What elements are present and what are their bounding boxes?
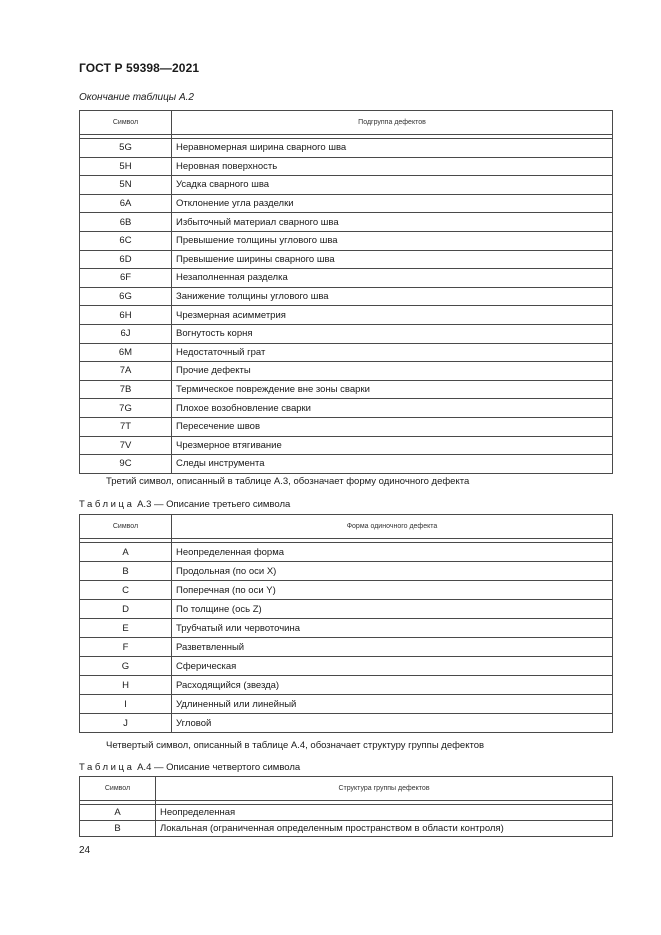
table-row (80, 543, 613, 562)
table-row (80, 714, 613, 733)
cell-description: Недостаточный грат (172, 343, 613, 362)
table-row (80, 250, 613, 269)
cell-symbol: 6A (80, 194, 172, 213)
table-a3-caption-label: Таблица (79, 499, 135, 510)
cell-description: Расходящийся (звезда) (172, 676, 613, 695)
table-row (80, 455, 613, 474)
cell-description: Продольная (по оси X) (172, 562, 613, 581)
table-header-row (80, 515, 613, 539)
cell-symbol: D (80, 600, 172, 619)
table-a4-caption-label: Таблица (79, 762, 135, 773)
table-row (80, 324, 613, 343)
table-row (80, 417, 613, 436)
cell-description: Пересечение швов (172, 417, 613, 436)
cell-symbol: 6J (80, 324, 172, 343)
cell-description: Занижение толщины углового шва (172, 287, 613, 306)
cell-symbol: 6M (80, 343, 172, 362)
cell-symbol: 7G (80, 399, 172, 418)
table-row (80, 269, 613, 288)
paragraph-third-symbol: Третий символ, описанный в таблице А.3, обозначает форму одиночного дефекта (106, 476, 470, 487)
table-row (80, 194, 613, 213)
cell-description: Неровная поверхность (172, 157, 613, 176)
cell-symbol: G (80, 657, 172, 676)
cell-symbol: H (80, 676, 172, 695)
table-row (80, 821, 613, 837)
cell-description: Отклонение угла разделки (172, 194, 613, 213)
table-a2-caption: Окончание таблицы А.2 (79, 92, 194, 103)
table-a4-caption (79, 762, 300, 773)
table-row (80, 380, 613, 399)
table-row (80, 399, 613, 418)
cell-description: Локальная (ограниченная определенным пространством в области контроля) (156, 821, 613, 837)
table-header-row (80, 777, 613, 801)
cell-description: Разветвленный (172, 638, 613, 657)
cell-symbol: B (80, 821, 156, 837)
cell-description: Незаполненная разделка (172, 269, 613, 288)
table-row (80, 157, 613, 176)
document-header: ГОСТ Р 59398—2021 (79, 61, 200, 75)
cell-symbol: 6F (80, 269, 172, 288)
table-a3 (79, 514, 613, 733)
cell-symbol: C (80, 581, 172, 600)
table-row (80, 619, 613, 638)
table-row (80, 581, 613, 600)
table-row (80, 657, 613, 676)
table-row (80, 600, 613, 619)
cell-symbol: 6H (80, 306, 172, 325)
column-header-defect-shape: Форма одиночного дефекта (172, 515, 613, 539)
cell-symbol: I (80, 695, 172, 714)
cell-symbol: A (80, 805, 156, 821)
cell-description: Удлиненный или линейный (172, 695, 613, 714)
cell-description: Следы инструмента (172, 455, 613, 474)
table-a4-caption-text: А.4 — Описание четвертого символа (137, 762, 301, 773)
table-row (80, 638, 613, 657)
cell-symbol: 5N (80, 176, 172, 195)
column-header-symbol: Символ (80, 111, 172, 135)
table-row (80, 362, 613, 381)
cell-symbol: 5H (80, 157, 172, 176)
cell-symbol: 6G (80, 287, 172, 306)
cell-symbol: 7B (80, 380, 172, 399)
table-row (80, 213, 613, 232)
table-a3-caption-text: А.3 — Описание третьего символа (137, 499, 291, 510)
cell-description: Чрезмерное втягивание (172, 436, 613, 455)
cell-symbol: 5G (80, 139, 172, 158)
table-row (80, 231, 613, 250)
column-header-symbol: Символ (80, 515, 172, 539)
table-row (80, 176, 613, 195)
table-row (80, 343, 613, 362)
cell-description: Усадка сварного шва (172, 176, 613, 195)
cell-description: Неравномерная ширина сварного шва (172, 139, 613, 158)
cell-description: Угловой (172, 714, 613, 733)
cell-symbol: B (80, 562, 172, 581)
cell-symbol: J (80, 714, 172, 733)
table-row (80, 805, 613, 821)
cell-symbol: 6D (80, 250, 172, 269)
cell-description: Вогнутость корня (172, 324, 613, 343)
cell-description: Поперечная (по оси Y) (172, 581, 613, 600)
column-header-defect-subgroup: Подгруппа дефектов (172, 111, 613, 135)
table-row (80, 695, 613, 714)
table-a3-caption (79, 499, 290, 510)
table-row (80, 139, 613, 158)
cell-symbol: 7V (80, 436, 172, 455)
column-header-group-structure: Структура группы дефектов (156, 777, 613, 801)
table-a2 (79, 110, 613, 474)
cell-description: Неопределенная (156, 805, 613, 821)
table-row (80, 287, 613, 306)
table-row (80, 306, 613, 325)
table-row (80, 562, 613, 581)
cell-symbol: F (80, 638, 172, 657)
cell-symbol: E (80, 619, 172, 638)
cell-symbol: 9C (80, 455, 172, 474)
table-header-row (80, 111, 613, 135)
cell-description: Превышение толщины углового шва (172, 231, 613, 250)
paragraph-fourth-symbol: Четвертый символ, описанный в таблице А.4, обозначает структуру группы дефектов (106, 740, 485, 751)
cell-description: Трубчатый или червоточина (172, 619, 613, 638)
cell-description: Прочие дефекты (172, 362, 613, 381)
cell-description: Термическое повреждение вне зоны сварки (172, 380, 613, 399)
table-a4 (79, 776, 613, 837)
cell-description: По толщине (ось Z) (172, 600, 613, 619)
cell-symbol: 6B (80, 213, 172, 232)
cell-description: Неопределенная форма (172, 543, 613, 562)
cell-description: Превышение ширины сварного шва (172, 250, 613, 269)
column-header-symbol: Символ (80, 777, 156, 801)
table-row (80, 676, 613, 695)
table-row (80, 436, 613, 455)
cell-description: Чрезмерная асимметрия (172, 306, 613, 325)
cell-description: Избыточный материал сварного шва (172, 213, 613, 232)
cell-symbol: A (80, 543, 172, 562)
cell-symbol: 6C (80, 231, 172, 250)
cell-description: Сферическая (172, 657, 613, 676)
cell-description: Плохое возобновление сварки (172, 399, 613, 418)
cell-symbol: 7A (80, 362, 172, 381)
page-number: 24 (79, 845, 91, 856)
cell-symbol: 7T (80, 417, 172, 436)
